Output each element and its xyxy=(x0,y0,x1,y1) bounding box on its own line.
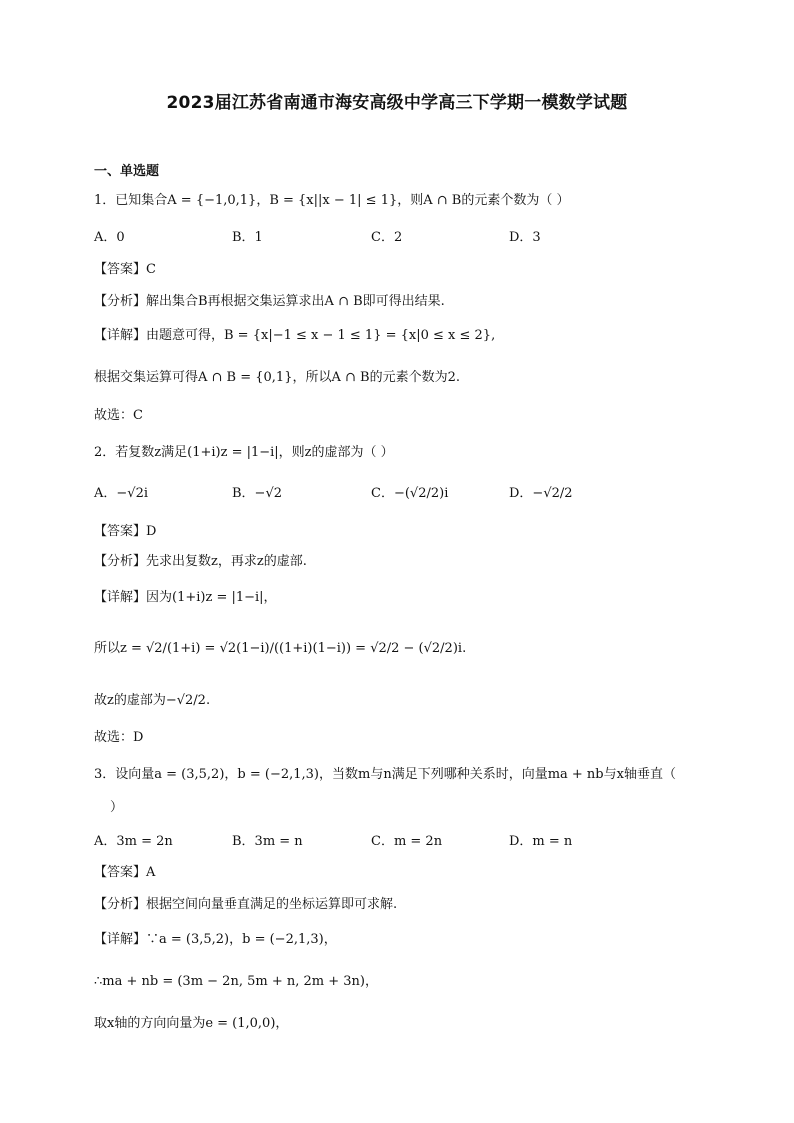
question-3-analysis: 【分析】根据空间向量垂直满足的坐标运算即可求解. xyxy=(94,897,398,912)
question-3-stem-cont: ） xyxy=(110,800,124,815)
question-2-conclusion: 故选：D xyxy=(94,730,144,745)
question-1-detail-2: 根据交集运算可得A ∩ B = {0,1}，所以A ∩ B的元素个数为2. xyxy=(94,370,460,385)
question-3-stem: 3．设向量a = (3,5,2)，b = (−2,1,3)，当数m与n满足下列哪种关系时，向量ma + nb与x轴垂直（ xyxy=(94,767,676,782)
question-3-detail-2: ∴ma + nb = (3m − 2n, 5m + n, 2m + 3n)， xyxy=(94,974,378,989)
option-a: A．3m = 2n xyxy=(94,834,173,849)
option-a: A．0 xyxy=(94,230,125,245)
question-1-answer: 【答案】C xyxy=(94,262,156,277)
option-b: B．1 xyxy=(232,230,263,245)
question-2-detail-2: 所以z = √2/(1+i) = √2(1−i)/((1+i)(1−i)) = √2/2 − (√2/2)i. xyxy=(94,641,467,656)
question-1-detail-1: 【详解】由题意可得，B = {x|−1 ≤ x − 1 ≤ 1} = {x|0 ≤ x ≤ 2}, xyxy=(94,328,496,343)
option-d: D．3 xyxy=(509,230,541,245)
section-heading: 一、单选题 xyxy=(94,164,160,179)
option-b: B．3m = n xyxy=(232,834,303,849)
question-2-analysis: 【分析】先求出复数z，再求z的虚部. xyxy=(94,554,307,569)
option-a: A．−√2i xyxy=(94,486,148,501)
document-title: 2023届江苏省南通市海安高级中学高三下学期一模数学试题 xyxy=(166,93,628,113)
question-3-detail-3: 取x轴的方向向量为e = (1,0,0)， xyxy=(94,1016,289,1031)
option-c: C．m = 2n xyxy=(371,834,443,849)
option-c: C．−(√2/2)i xyxy=(371,486,449,501)
option-c: C．2 xyxy=(371,230,403,245)
question-2-detail-1: 【详解】因为(1+i)z = |1−i|， xyxy=(94,590,277,605)
question-3-detail-1: 【详解】∵a = (3,5,2)，b = (−2,1,3)， xyxy=(94,932,337,947)
question-1-conclusion: 故选：C xyxy=(94,408,143,423)
option-d: D．−√2/2 xyxy=(509,486,573,501)
question-1-analysis: 【分析】解出集合B再根据交集运算求出A ∩ B即可得出结果. xyxy=(94,294,445,309)
question-3-answer: 【答案】A xyxy=(94,865,156,880)
option-d: D．m = n xyxy=(509,834,573,849)
question-2-stem: 2．若复数z满足(1+i)z = |1−i|，则z的虚部为（ ） xyxy=(94,445,394,460)
question-1-stem: 1．已知集合A = {−1,0,1}，B = {x||x − 1| ≤ 1}，则A ∩ B的元素个数为（ ） xyxy=(94,193,570,208)
question-2-detail-3: 故z的虚部为−√2/2. xyxy=(94,693,211,708)
option-b: B．−√2 xyxy=(232,486,283,501)
question-2-answer: 【答案】D xyxy=(94,524,157,539)
